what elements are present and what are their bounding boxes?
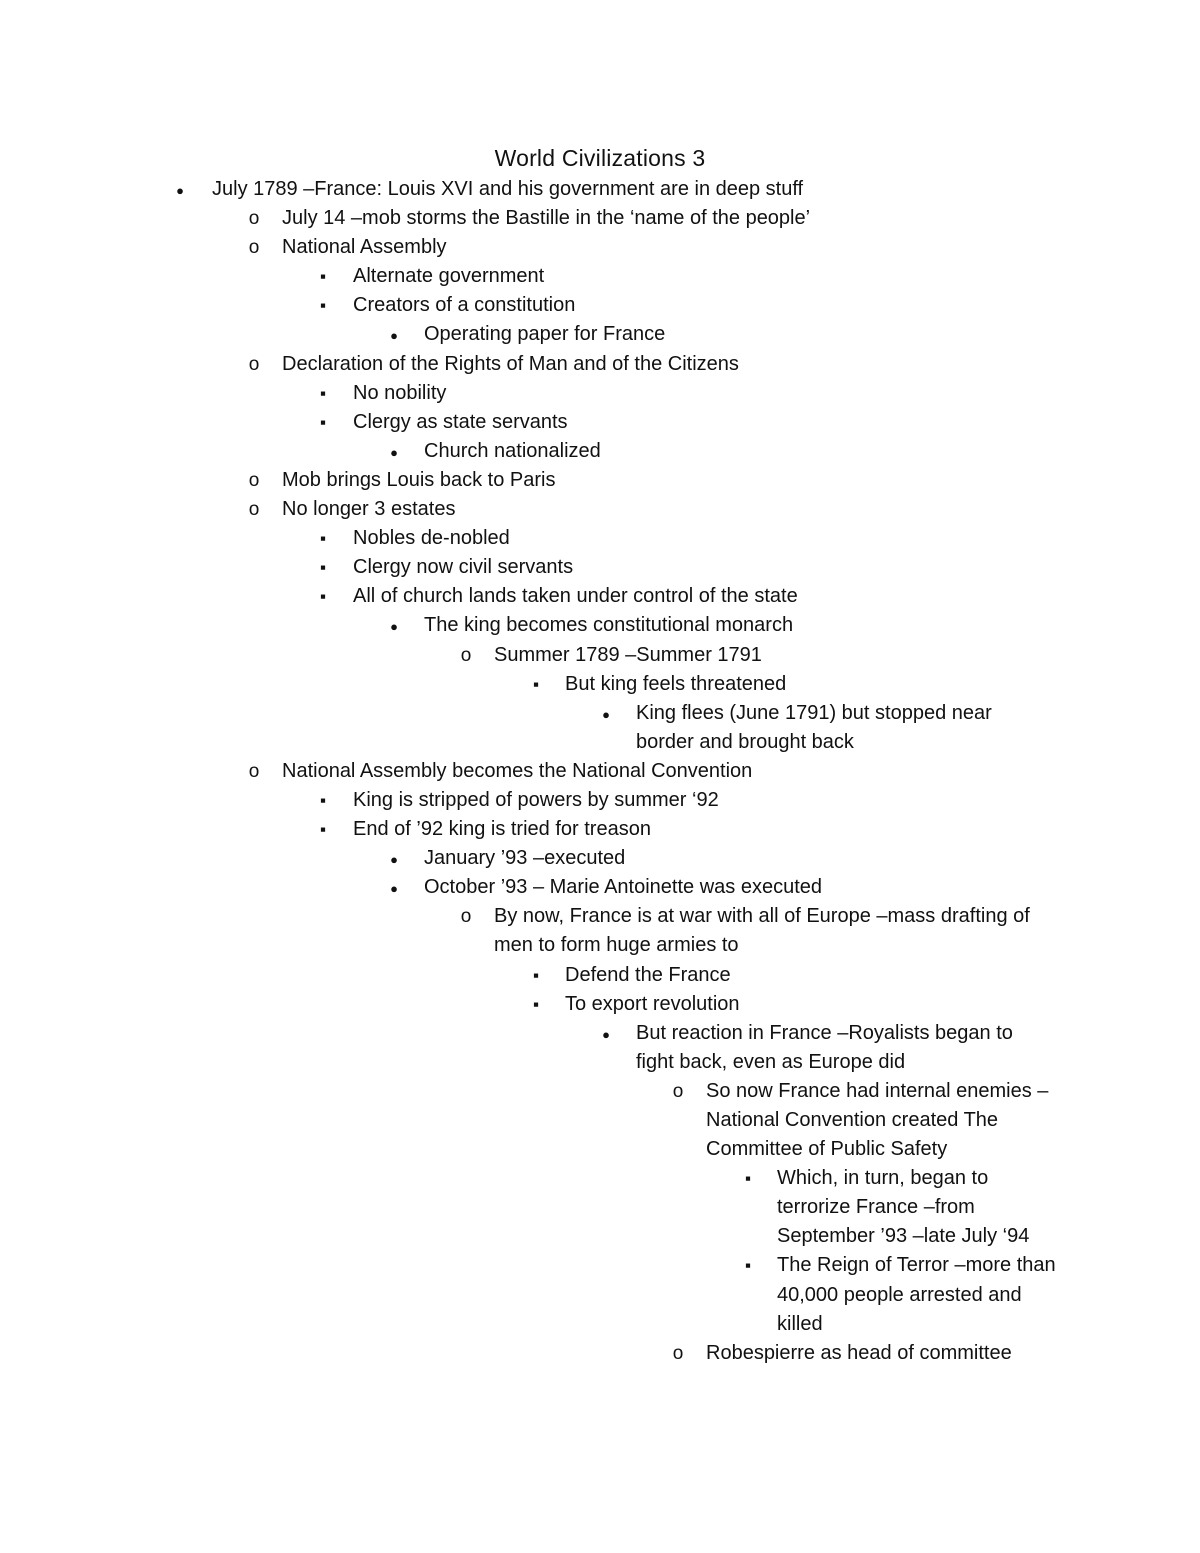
list-item bbox=[0, 1339, 1200, 1368]
list-item bbox=[0, 524, 1200, 553]
bullet-square-icon bbox=[526, 961, 546, 990]
list-item-text: King is stripped of powers by summer ‘92 bbox=[353, 788, 719, 811]
list-item bbox=[0, 670, 1200, 699]
bullet-square-icon bbox=[313, 291, 333, 320]
list-item bbox=[0, 786, 1200, 815]
list-item-text: Church nationalized bbox=[424, 439, 601, 462]
list-item-text: End of ’92 king is tried for treason bbox=[353, 818, 651, 841]
list-item bbox=[0, 437, 1200, 466]
bullet-circle-icon bbox=[244, 350, 264, 379]
list-item bbox=[0, 379, 1200, 408]
outline-list bbox=[0, 175, 1200, 1368]
bullet-dot-icon bbox=[384, 873, 404, 903]
bullet-circle-icon bbox=[456, 902, 476, 931]
list-item bbox=[0, 553, 1200, 582]
document-title: World Civilizations 3 bbox=[494, 145, 706, 171]
list-item bbox=[0, 990, 1200, 1019]
list-item-text: July 1789 –France: Louis XVI and his government are in deep stuff bbox=[212, 178, 804, 200]
bullet-dot-icon bbox=[384, 437, 404, 467]
bullet-square-icon bbox=[313, 786, 333, 815]
bullet-dot-icon bbox=[384, 320, 404, 350]
list-item bbox=[0, 699, 1200, 757]
list-item bbox=[0, 262, 1200, 291]
list-item-text: Operating paper for France bbox=[424, 323, 666, 346]
list-item-text: But reaction in France –Royalists began to fight back, even as Europe did bbox=[636, 1021, 1013, 1073]
list-item bbox=[0, 844, 1200, 873]
bullet-square-icon bbox=[738, 1164, 758, 1193]
list-item bbox=[0, 611, 1200, 640]
bullet-circle-icon bbox=[244, 204, 264, 233]
list-item bbox=[0, 1164, 1200, 1251]
bullet-circle-icon bbox=[668, 1339, 688, 1368]
list-item bbox=[0, 1251, 1200, 1338]
list-item bbox=[0, 873, 1200, 902]
list-item-text: No longer 3 estates bbox=[282, 498, 456, 521]
bullet-circle-icon bbox=[244, 757, 264, 786]
list-item-text: King flees (June 1791) but stopped near border and brought back bbox=[636, 701, 992, 753]
list-item-text: National Assembly bbox=[282, 236, 447, 259]
bullet-square-icon bbox=[313, 379, 333, 408]
list-item-text: So now France had internal enemies –National Convention created The Committee of Public Safety bbox=[706, 1079, 1049, 1161]
list-item bbox=[0, 757, 1200, 786]
bullet-circle-icon bbox=[244, 233, 264, 262]
list-item-text: Declaration of the Rights of Man and of the Citizens bbox=[282, 352, 739, 375]
list-item bbox=[0, 204, 1200, 233]
list-item bbox=[0, 175, 1200, 204]
list-item bbox=[0, 466, 1200, 495]
list-item bbox=[0, 815, 1200, 844]
bullet-square-icon bbox=[313, 815, 333, 844]
bullet-square-icon bbox=[313, 582, 333, 611]
bullet-square-icon bbox=[526, 670, 546, 699]
bullet-circle-icon bbox=[244, 466, 264, 495]
list-item-text: Defend the France bbox=[565, 963, 731, 986]
bullet-square-icon bbox=[313, 262, 333, 291]
list-item bbox=[0, 641, 1200, 670]
bullet-circle-icon bbox=[668, 1077, 688, 1106]
list-item bbox=[0, 495, 1200, 524]
list-item-text: The king becomes constitutional monarch bbox=[424, 614, 794, 637]
list-item bbox=[0, 902, 1200, 960]
list-item-text: Robespierre as head of committee bbox=[706, 1341, 1012, 1364]
list-item-text: July 14 –mob storms the Bastille in the ‘name of the people’ bbox=[282, 207, 811, 230]
bullet-square-icon bbox=[313, 408, 333, 437]
list-item-text: October ’93 – Marie Antoinette was executed bbox=[424, 876, 823, 899]
list-item bbox=[0, 291, 1200, 320]
bullet-circle-icon bbox=[456, 641, 476, 670]
list-item-text: No nobility bbox=[353, 381, 447, 404]
list-item-text: Clergy now civil servants bbox=[353, 556, 574, 579]
list-item-text: Clergy as state servants bbox=[353, 410, 568, 433]
list-item-text: Creators of a constitution bbox=[353, 294, 576, 317]
list-item-text: Nobles de-nobled bbox=[353, 527, 510, 550]
list-item-text: Mob brings Louis back to Paris bbox=[282, 468, 556, 491]
bullet-square-icon bbox=[313, 524, 333, 553]
bullet-dot-icon bbox=[596, 1019, 616, 1049]
list-item bbox=[0, 320, 1200, 349]
bullet-square-icon bbox=[738, 1251, 758, 1280]
list-item bbox=[0, 1077, 1200, 1164]
list-item-text: But king feels threatened bbox=[565, 672, 787, 695]
list-item-text: The Reign of Terror –more than 40,000 people arrested and killed bbox=[777, 1254, 1056, 1335]
list-item-text: January ’93 –executed bbox=[424, 847, 626, 870]
bullet-dot-icon bbox=[384, 611, 404, 641]
list-item-text: All of church lands taken under control of the state bbox=[353, 585, 798, 608]
bullet-dot-icon bbox=[596, 699, 616, 729]
list-item bbox=[0, 408, 1200, 437]
list-item bbox=[0, 350, 1200, 379]
bullet-dot-icon bbox=[170, 175, 190, 205]
list-item bbox=[0, 582, 1200, 611]
list-item-text: Summer 1789 –Summer 1791 bbox=[494, 643, 762, 666]
list-item bbox=[0, 1019, 1200, 1077]
list-item-text: Alternate government bbox=[353, 265, 545, 288]
bullet-dot-icon bbox=[384, 844, 404, 874]
list-item-text: National Assembly becomes the National Convention bbox=[282, 759, 753, 782]
list-item bbox=[0, 961, 1200, 990]
list-item bbox=[0, 233, 1200, 262]
list-item-text: By now, France is at war with all of Europe –mass drafting of men to form huge armies to bbox=[494, 905, 1030, 957]
bullet-circle-icon bbox=[244, 495, 264, 524]
list-item-text: To export revolution bbox=[565, 992, 740, 1015]
bullet-square-icon bbox=[526, 990, 546, 1019]
list-item-text: Which, in turn, began to terrorize France –from September ’93 –late July ‘94 bbox=[777, 1167, 1030, 1248]
bullet-square-icon bbox=[313, 553, 333, 582]
